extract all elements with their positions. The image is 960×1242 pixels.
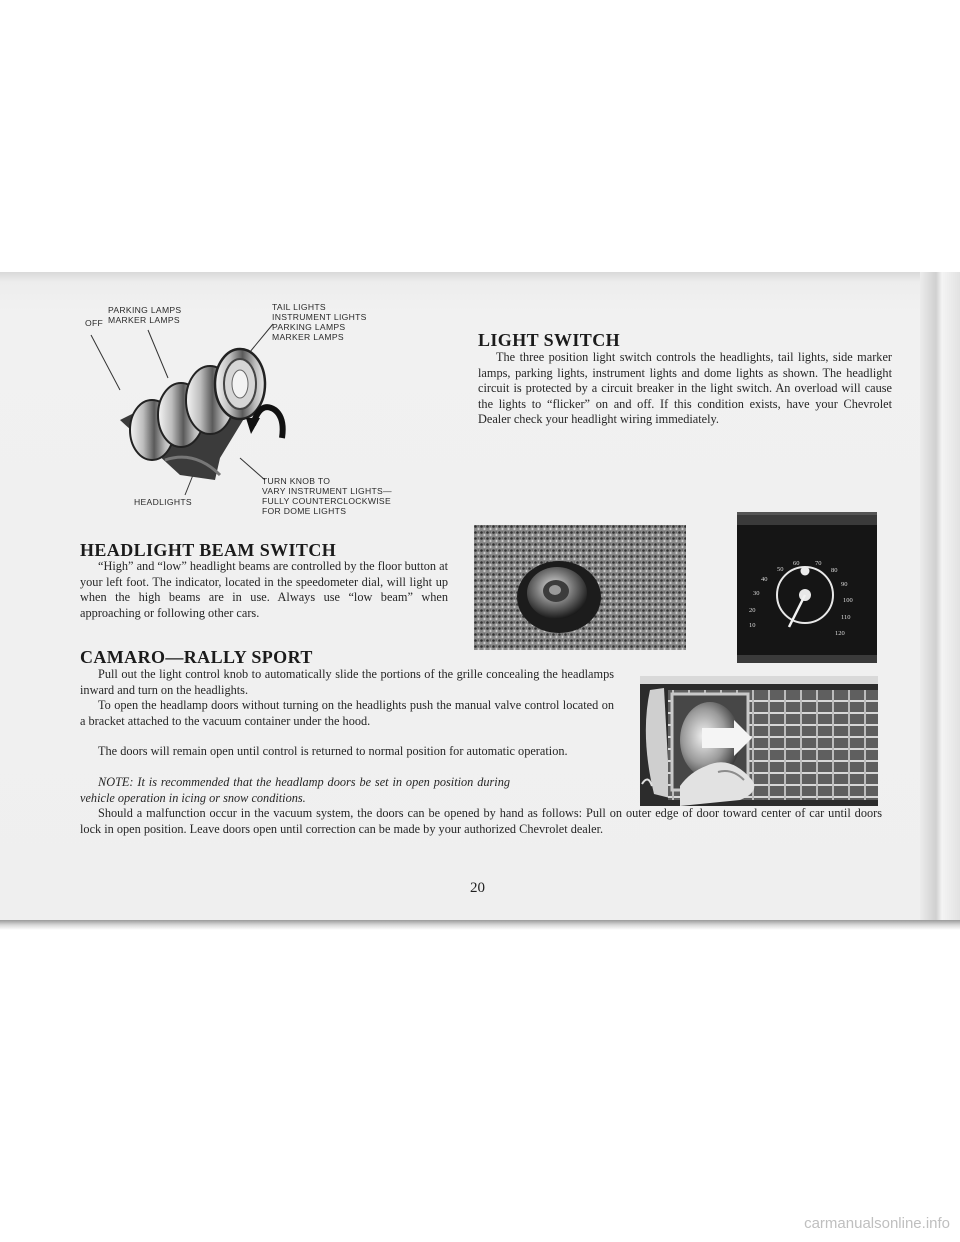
speed-tick-10: 10 [749,622,756,629]
speed-tick-90: 90 [841,581,848,588]
speed-tick-80: 80 [831,567,838,574]
camaro-para-3: The doors will remain open until control is returned to normal position for automatic operation. [98,744,568,758]
headlamp-door-photo [640,676,878,806]
camaro-para-4: Should a malfunction occur in the vacuum system, the doors can be opened by hand as follows: Pull on outer edge of door toward center of car until doors lock in open position. Leave doors open until correction can be made by your authorized Chevrolet dealer. [80,806,882,836]
page-gutter-edge [920,272,960,922]
watermark: carmanualsonline.info [804,1215,950,1232]
camaro-heading: CAMARO—RALLY SPORT [80,647,313,667]
speed-tick-120: 120 [835,630,845,637]
speed-tick-20: 20 [749,607,756,614]
label-off: OFF [85,318,104,328]
beam-switch-body: “High” and “low” headlight beams are controlled by the floor button at your left foot. The indicator, located in the speedometer dial, will light up when the high beams are in use. Always use “low beam” when approaching or following other cars. [80,559,449,620]
label-parking-marker: PARKING LAMPS MARKER LAMPS [108,305,182,325]
light-switch-heading: LIGHT SWITCH [478,330,621,350]
speed-tick-70: 70 [815,560,822,567]
label-tail-lights-group: TAIL LIGHTS INSTRUMENT LIGHTS PARKING LAMPS MARKER LAMPS [272,302,367,342]
speed-tick-30: 30 [753,590,760,597]
camaro-para-1: Pull out the light control knob to automatically slide the portions of the grille concealing the headlamps inward and turn on the headlights. [80,667,614,697]
blank-margin-top [0,0,960,270]
beam-switch-heading: HEADLIGHT BEAM SWITCH [80,540,337,560]
speed-tick-50: 50 [777,566,784,573]
label-headlights: HEADLIGHTS [134,497,192,507]
page-number: 20 [470,880,485,896]
speed-tick-60: 60 [793,560,800,567]
speedometer-photo [737,512,877,663]
speed-tick-110: 110 [841,614,851,621]
light-switch-body: The three position light switch controls the headlights, tail lights, side marker lamps, parking lights, instrument lights and dome lights as shown. The headlight circuit is protected by a circuit breaker in the light switch. An overload will cause the lights to “flicker” on and off. If this condition exists, have your Chevrolet Dealer check your headlight wiring immediately. [478,350,892,427]
page-bottom-edge [0,920,960,930]
camaro-para-2: To open the headlamp doors without turning on the headlights push the manual valve control located on a bracket attached to the vacuum container under the hood. [80,698,614,728]
camaro-note: NOTE: It is recommended that the headlamp doors be set in open position during vehicle operation in icing or snow conditions. [80,775,510,805]
label-turn-knob: TURN KNOB TO VARY INSTRUMENT LIGHTS— FULLY COUNTERCLOCKWISE FOR DOME LIGHTS [262,476,392,516]
speed-tick-100: 100 [843,597,853,604]
speed-tick-40: 40 [761,576,768,583]
floor-button-photo [474,525,686,650]
